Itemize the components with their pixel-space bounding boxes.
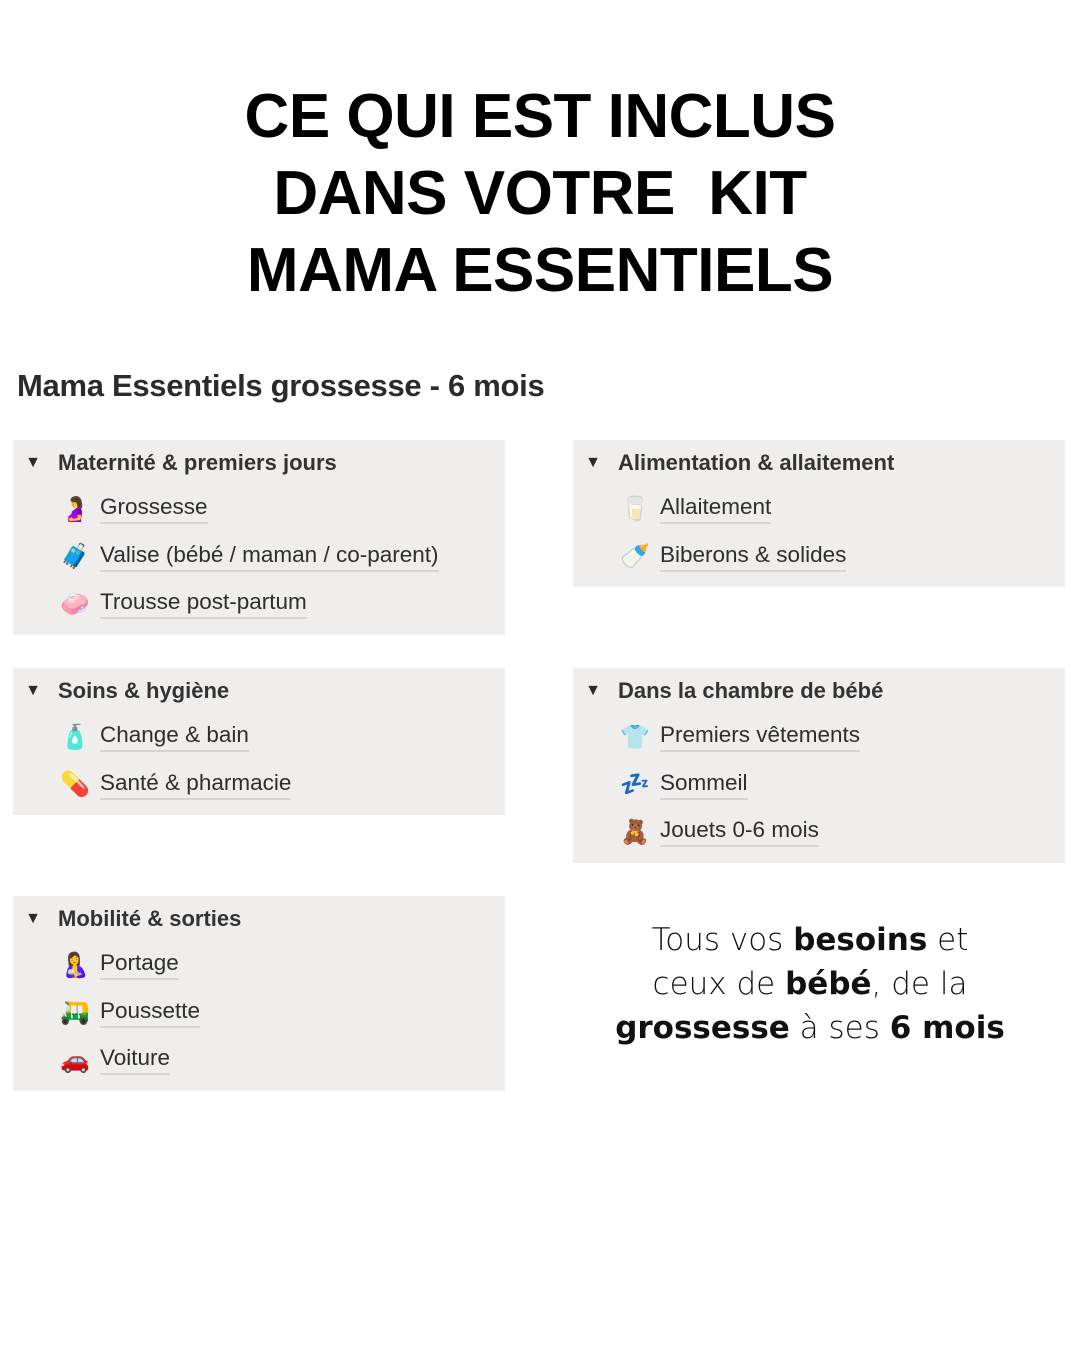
- pill-icon: 💊: [60, 771, 90, 799]
- tagline-text: Tous vos: [651, 922, 794, 958]
- page-link-voiture[interactable]: Voiture: [100, 1046, 170, 1075]
- list-item: [13, 486, 505, 534]
- tagline-text: ceux de: [652, 966, 786, 1002]
- toggle-arrow-icon[interactable]: ▼: [585, 682, 601, 699]
- tagline-text: et: [927, 922, 969, 958]
- toggle-block-mobilite: [13, 896, 505, 1091]
- tagline-bold: bébé: [785, 966, 872, 1002]
- tagline: [600, 918, 1020, 1050]
- page-link-premiers-vetements[interactable]: Premiers vêtements: [660, 723, 860, 752]
- list-item: [13, 1037, 505, 1085]
- list-item: [13, 990, 505, 1038]
- list-item: [13, 714, 505, 762]
- page-link-change-bain[interactable]: Change & bain: [100, 723, 249, 752]
- page-link-sommeil[interactable]: Sommeil: [660, 771, 748, 800]
- page-link-allaitement[interactable]: Allaitement: [660, 495, 771, 524]
- hero-title-line: CE QUI EST INCLUS: [244, 82, 836, 151]
- soap-icon: 🧼: [60, 590, 90, 618]
- auto-rickshaw-icon: 🛺: [60, 999, 90, 1027]
- milk-glass-icon: 🥛: [620, 495, 650, 523]
- hero-title: [0, 78, 1080, 309]
- tagline-text: à ses: [789, 1010, 890, 1046]
- tagline-bold: grossesse: [615, 1010, 790, 1046]
- page-link-portage[interactable]: Portage: [100, 951, 179, 980]
- tagline-line: [600, 918, 1020, 962]
- toggle-label: Mobilité & sorties: [58, 906, 242, 931]
- tagline-bold: besoins: [793, 922, 928, 958]
- toggle-header[interactable]: [573, 440, 1065, 486]
- toggle-header[interactable]: [13, 896, 505, 942]
- page-link-valise[interactable]: Valise (bébé / maman / co-parent): [100, 543, 439, 572]
- tagline-bold: 6 mois: [889, 1010, 1005, 1046]
- toggle-header[interactable]: [13, 668, 505, 714]
- suitcase-icon: 🧳: [60, 543, 90, 571]
- teddy-bear-icon: 🧸: [620, 818, 650, 846]
- toggle-arrow-icon[interactable]: ▼: [25, 910, 41, 927]
- list-item: [13, 534, 505, 582]
- list-item: [573, 762, 1065, 810]
- tshirt-icon: 👕: [620, 723, 650, 751]
- toggle-block-soins: [13, 668, 505, 815]
- pregnant-woman-icon: 🤰: [60, 495, 90, 523]
- baby-bottle-icon: 🍼: [620, 543, 650, 571]
- toggle-arrow-icon[interactable]: ▼: [585, 454, 601, 471]
- toggle-block-chambre: [573, 668, 1065, 863]
- page-link-sante-pharmacie[interactable]: Santé & pharmacie: [100, 771, 291, 800]
- page-link-trousse-post-partum[interactable]: Trousse post-partum: [100, 590, 307, 619]
- toggle-header[interactable]: [573, 668, 1065, 714]
- toggle-arrow-icon[interactable]: ▼: [25, 454, 41, 471]
- hero-title-line: MAMA ESSENTIELS: [246, 236, 834, 305]
- page-link-poussette[interactable]: Poussette: [100, 999, 200, 1028]
- toggle-block-maternite: [13, 440, 505, 635]
- list-item: [13, 581, 505, 629]
- breastfeeding-woman-icon: 🤱: [60, 951, 90, 979]
- page-link-grossesse[interactable]: Grossesse: [100, 495, 208, 524]
- page-link-jouets[interactable]: Jouets 0-6 mois: [660, 818, 819, 847]
- toggle-block-alimentation: [573, 440, 1065, 587]
- tagline-text: , de la: [871, 966, 968, 1002]
- list-item: [13, 942, 505, 990]
- toggle-label: Maternité & premiers jours: [58, 450, 337, 475]
- tagline-line: [600, 962, 1020, 1006]
- hero-title-line: DANS VOTRE KIT: [273, 159, 807, 228]
- list-item: [573, 809, 1065, 857]
- page-link-biberons-solides[interactable]: Biberons & solides: [660, 543, 846, 572]
- zzz-sleep-icon: 💤: [620, 771, 650, 799]
- list-item: [13, 762, 505, 810]
- lotion-bottle-icon: 🧴: [60, 723, 90, 751]
- list-item: [573, 534, 1065, 582]
- toggle-header[interactable]: [13, 440, 505, 486]
- toggle-label: Dans la chambre de bébé: [618, 678, 884, 703]
- list-item: [573, 714, 1065, 762]
- car-icon: 🚗: [60, 1046, 90, 1074]
- toggle-label: Alimentation & allaitement: [618, 450, 895, 475]
- list-item: [573, 486, 1065, 534]
- tagline-line: [600, 1006, 1020, 1050]
- toggle-label: Soins & hygiène: [58, 678, 230, 703]
- toggle-arrow-icon[interactable]: ▼: [25, 682, 41, 699]
- page-title: Mama Essentiels grossesse - 6 mois: [17, 368, 545, 403]
